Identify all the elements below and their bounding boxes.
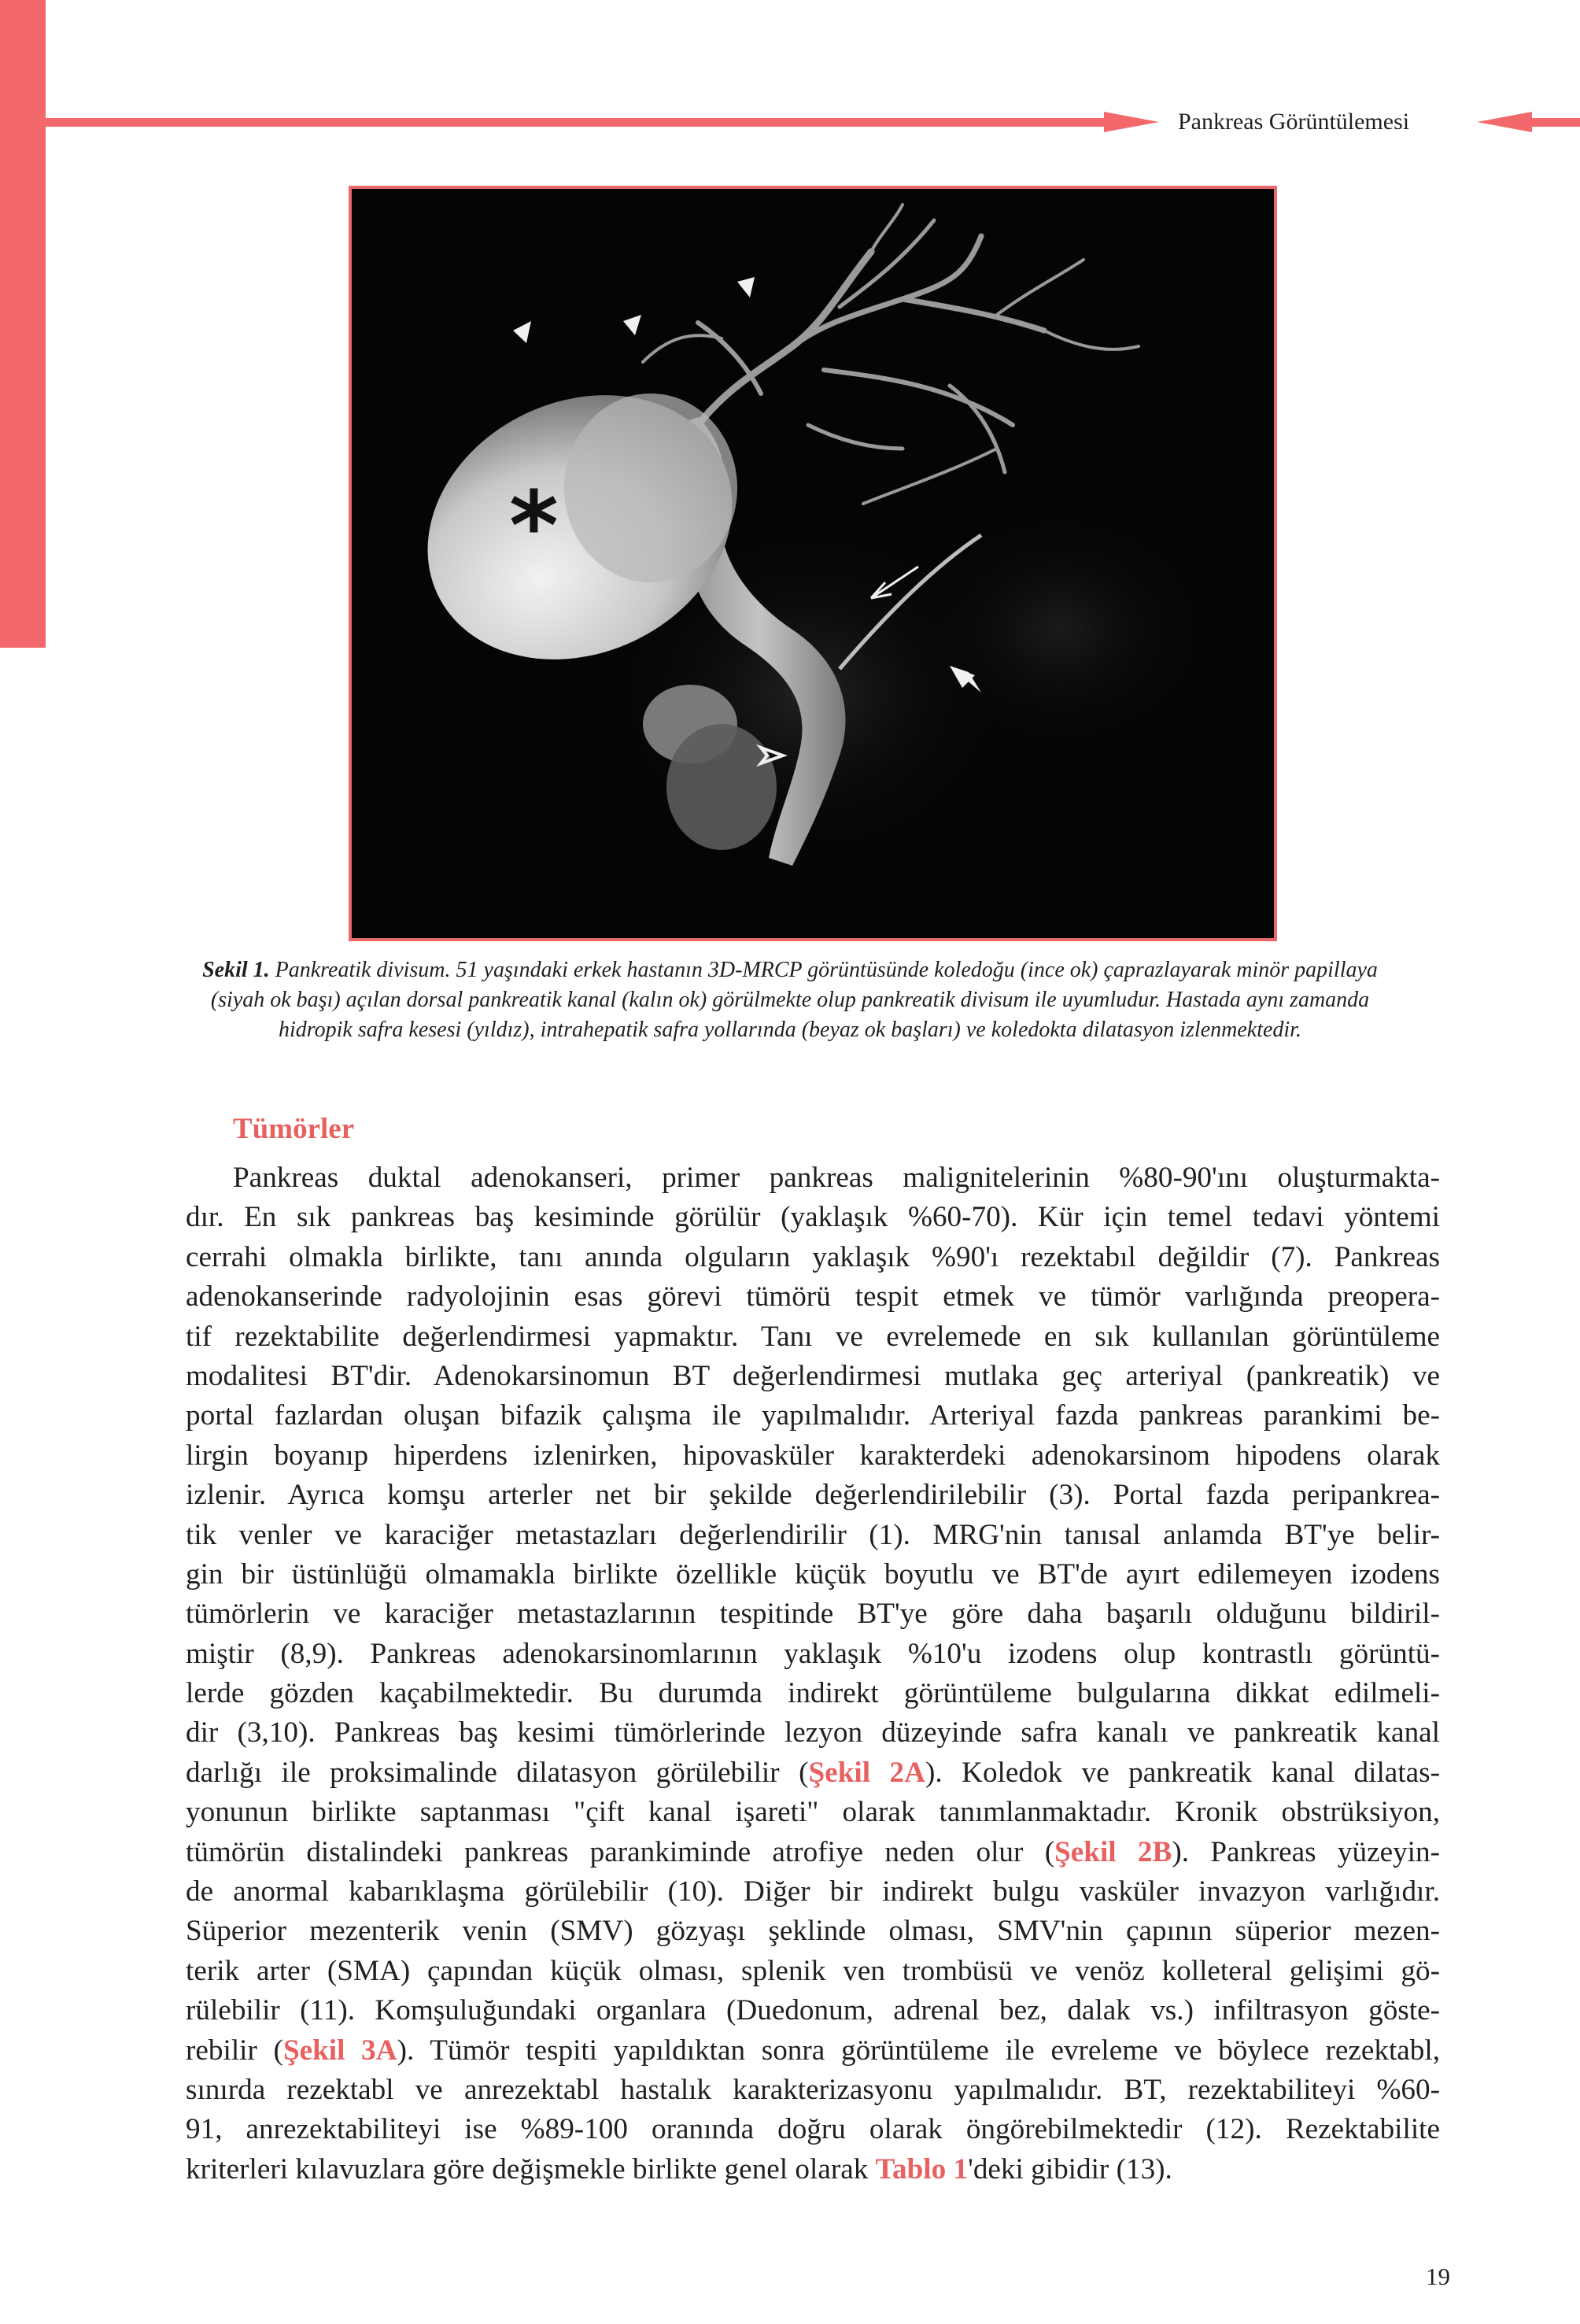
text-line: dir (3,10). Pankreas baş kesimi tümörlerinde lezyon düzeyinde safra kanalı ve pankreatik kanal xyxy=(186,1716,1440,1749)
text-line: lirgin boyanıp hiperdens izlenirken, hipovasküler karakterdeki adenokarsinom hipodens olarak xyxy=(186,1439,1440,1472)
text-line xyxy=(186,2031,1440,2071)
text-line xyxy=(186,2150,1440,2189)
figure-3a-link[interactable]: Şekil 3A xyxy=(282,2034,397,2067)
body-paragraph xyxy=(186,1158,1440,2189)
running-title: Pankreas Görüntülemesi xyxy=(1178,109,1410,135)
text-line: yonunun birlikte saptanması "çift kanal işareti" olarak tanımlanmaktadır. Kronik obstrüksiyon, xyxy=(186,1796,1440,1829)
header-arrow-right xyxy=(1477,112,1532,132)
text-line: de anormal kabarıklaşma görülebilir (10). Diğer bir indirekt bulgu vasküler invazyon varlığıdır. xyxy=(186,1875,1440,1908)
text-segment: ). Pankreas yüzeyin- xyxy=(1172,1835,1440,1868)
caption-label: Sekil 1. xyxy=(202,958,270,982)
text-line: tif rezektabilite değerlendirmesi yapmaktır. Tanı ve evrelemede en sık kullanılan görüntüleme xyxy=(186,1320,1440,1353)
text-line: terik arter (SMA) çapından küçük olması, splenik ven trombüsü ve venöz kolleteral gelişimi gö- xyxy=(186,1954,1440,1987)
header-arrow-left xyxy=(1104,112,1159,132)
header-rule-right xyxy=(1531,118,1580,127)
text-line: Pankreas duktal adenokanseri, primer pankreas malignitelerinin %80-90'ını oluşturmakta- xyxy=(233,1162,1440,1194)
text-line: lerde gözden kaçabilmektedir. Bu durumda indirekt görüntüleme bulgularına dikkat edilmeli- xyxy=(186,1677,1440,1710)
text-line: adenokanserinde radyolojinin esas görevi tümörü tespit etmek ve tümör varlığında preopera- xyxy=(186,1280,1440,1313)
text-line: tik venler ve karaciğer metastazları değerlendirilir (1). MRG'nin tanısal anlamda BT'ye belir- xyxy=(186,1518,1440,1551)
page-number: 19 xyxy=(1426,2263,1450,2290)
text-segment: tümörün distalindeki pankreas parankiminde atrofiye neden olur ( xyxy=(186,1835,1055,1868)
text-line: cerrahi olmakla birlikte, tanı anında olguların yaklaşık %90'ı rezektabıl değildir (7). Pankreas xyxy=(186,1240,1440,1273)
side-accent-bar xyxy=(0,0,46,648)
caption-text: Pankreatik divisum. 51 yaşındaki erkek hastanın 3D-MRCP görüntüsünde koledoğu (ince ok) çaprazlayarak minör papillaya (siyah ok başı) açılan dorsal pankreatik kanal (kalın ok) görülmekte olup pankreatik divisum ile uyumludur. Hastada aynı zamanda hidropik safra kesesi (yıldız), intrahepatik safra yollarında (beyaz ok başları) ve koledokta dilatasyon izlenmektedir. xyxy=(210,958,1378,1042)
text-segment: ). Tümör tespiti yapıldıktan sonra görüntüleme ile evreleme ve böylece rezektabl, xyxy=(397,2034,1441,2067)
text-line: Süperior mezenterik venin (SMV) gözyaşı şeklinde olması, SMV'nin çapının süperior mezen- xyxy=(186,1915,1440,1948)
table-1-link[interactable]: Tablo 1 xyxy=(875,2152,969,2185)
text-line: 91, anrezektabiliteyi ise %89-100 oranında doğru olarak öngörebilmektedir (12). Rezektabilite xyxy=(186,2113,1440,2146)
section-heading: Tümörler xyxy=(233,1113,355,1145)
text-line: izlenir. Ayrıca komşu arterler net bir şekilde değerlendirilebilir (3). Portal fazda peripankrea- xyxy=(186,1479,1440,1512)
text-line: portal fazlardan oluşan bifazik çalışma ile yapılmalıdır. Arteriyal fazda pankreas parankimi be- xyxy=(186,1399,1440,1432)
text-line: tümörlerin ve karaciğer metastazlarının tespitinde BT'ye göre daha başarılı olduğunu bildiril- xyxy=(186,1598,1440,1631)
text-line: sınırda rezektabl ve anrezektabl hastalık karakterizasyonu yapılmalıdır. BT, rezektabiliteyi %60- xyxy=(186,2073,1440,2106)
mrcp-image xyxy=(352,189,1274,938)
text-segment: 'deki gibidir (13). xyxy=(968,2152,1172,2185)
text-line: miştir (8,9). Pankreas adenokarsinomlarının yaklaşık %10'u izodens olup kontrastlı görüntü- xyxy=(186,1637,1440,1670)
text-line: dır. En sık pankreas baş kesiminde görülür (yaklaşık %60-70). Kür için temel tedavi yöntemi xyxy=(186,1201,1440,1234)
asterisk-marker: * xyxy=(509,472,559,582)
text-line: modalitesi BT'dir. Adenokarsinomun BT değerlendirmesi mutlaka geç arteriyal (pankreatik) ve xyxy=(186,1359,1440,1392)
text-segment: ). Koledok ve pankreatik kanal dilatas- xyxy=(925,1756,1441,1789)
text-segment: rebilir ( xyxy=(186,2034,283,2067)
figure-2b-link[interactable]: Şekil 2B xyxy=(1054,1835,1172,1868)
text-segment: darlığı ile proksimalinde dilatasyon görülebilir ( xyxy=(186,1756,809,1789)
figure-2a-link[interactable]: Şekil 2A xyxy=(808,1756,925,1789)
mrcp-figure xyxy=(349,186,1277,941)
text-line: gin bir üstünlüğü olmamakla birlikte özellikle küçük boyutlu ve BT'de ayırt edilemeyen izodens xyxy=(186,1557,1440,1591)
text-segment: kriterleri kılavuzlara göre değişmekle birlikte genel olarak xyxy=(186,2152,876,2185)
text-line: rülebilir (11). Komşuluğundaki organlara (Duedonum, adrenal bez, dalak vs.) infiltrasyon göste- xyxy=(186,1994,1440,2027)
figure-caption xyxy=(195,955,1385,1045)
text-line xyxy=(186,1833,1440,1872)
header-rule xyxy=(46,118,1104,127)
text-line xyxy=(186,1753,1440,1793)
